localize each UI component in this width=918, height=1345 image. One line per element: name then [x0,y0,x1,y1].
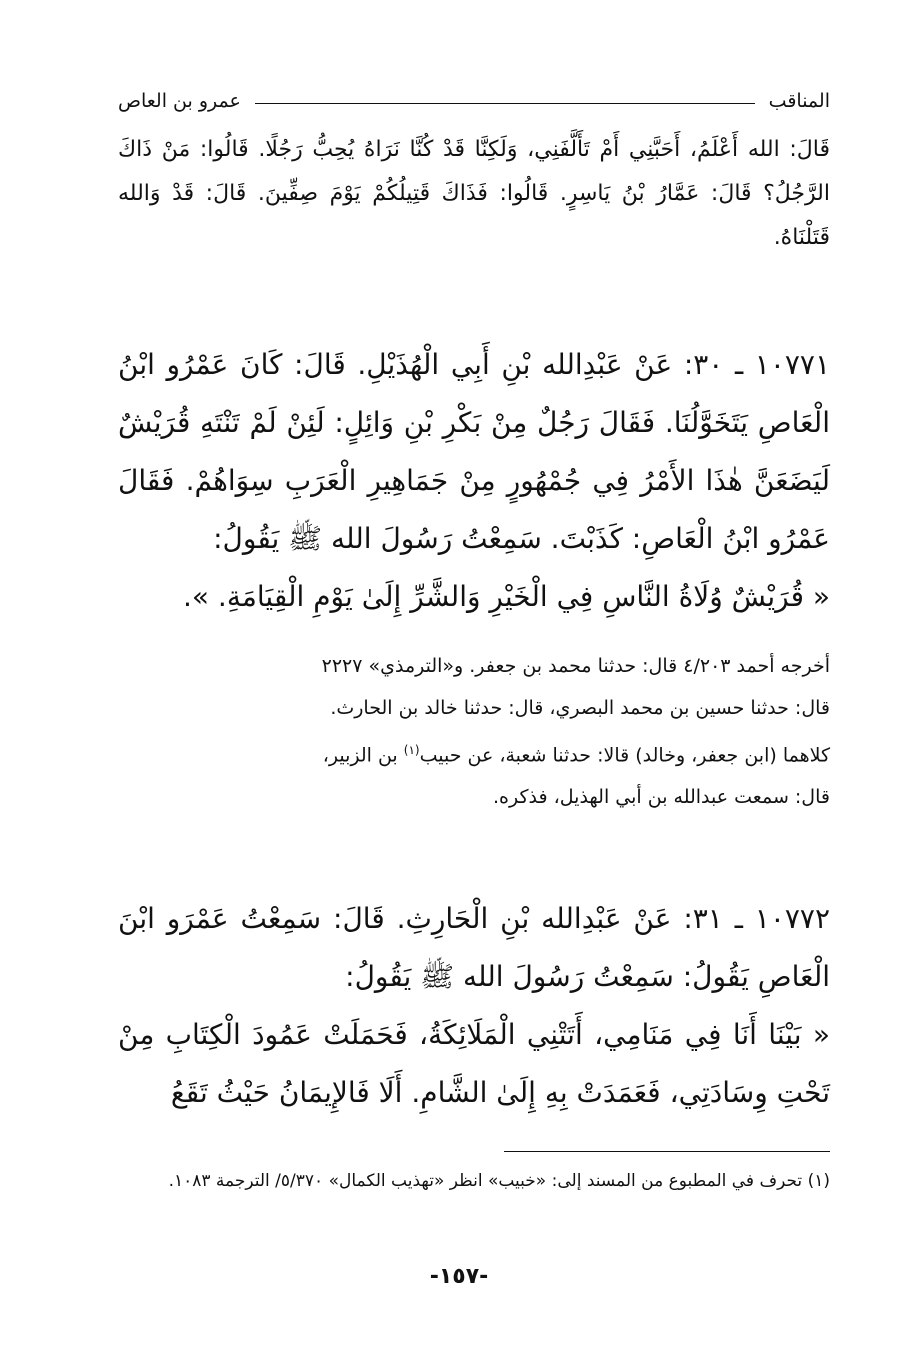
takhrij-line [118,729,830,776]
takhrij-text: كلاهما (ابن جعفر، وخالد) قالا: حدثنا شعبة، عن حبيب [419,744,830,767]
hadith-10771-text: ١٠٧٧١ ـ ٣٠: عَنْ عَبْدِالله بْنِ أَبِي الْهُذَيْلِ. قَالَ: كَانَ عَمْرُو ابْنُ الْعَاصِ يَتَخَوَّلُنَا. فَقَالَ رَجُلٌ مِنْ بَكْرِ بْنِ وَائِلٍ: لَئِنْ لَمْ تَنْتَهِ قُرَيْشٌ لَيَضَعَنَّ هٰذَا الأَمْرُ فِي جُمْهُورٍ مِنْ جَمَاهِيرِ الْعَرَبِ سِوَاهُمْ. فَقَالَ عَمْرُو ابْنُ الْعَاصِ: كَذَبْتَ. سَمِعْتُ رَسُولَ الله ﷺ يَقُولُ: [118,348,830,555]
hadith-10771-quote: « قُرَيْشٌ وُلَاةُ النَّاسِ فِي الْخَيْرِ وَالشَّرِّ إِلَىٰ يَوْمِ الْقِيَامَةِ. ». [183,580,830,613]
page-number: -١٥٧- [429,1264,489,1289]
hadith-10772-quote: « بَيْنَا أَنَا فِي مَنَامِي، أَتَتْنِي الْمَلَائِكَةُ، فَحَمَلَتْ عَمُودَ الْكِتَابِ مِنْ تَحْتِ وِسَادَتِي، فَعَمَدَتْ بِهِ إِلَىٰ الشَّامِ. أَلَا فَالإِيمَانُ حَيْثُ تَقَعُ [118,1018,830,1109]
header-section-title: المناقب [768,90,830,112]
footnote-rule [504,1151,830,1152]
running-header [118,86,830,116]
takhrij-line: أخرجه أحمد ٤/٢٠٣ قال: حدثنا محمد بن جعفر. و«الترمذي» ٢٢٢٧ [321,655,830,677]
header-chapter-title: عمرو بن العاص [118,90,241,112]
footnote-marker: (١) [403,743,420,757]
hadith-10772-text: ١٠٧٧٢ ـ ٣١: عَنْ عَبْدِالله بْنِ الْحَارِثِ. قَالَ: سَمِعْتُ عَمْرَو ابْنَ الْعَاصِ يَقُولُ: سَمِعْتُ رَسُولَ الله ﷺ يَقُولُ: [118,902,830,993]
takhrij-line: قال: حدثنا حسين بن محمد البصري، قال: حدثنا خالد بن الحارث. [330,697,830,719]
takhrij-line: قال: سمعت عبدالله بن أبي الهذيل، فذكره. [493,786,830,809]
header-rule [255,103,755,104]
footnote: (١) تحرف في المطبوع من المسند إلى: «خبيب» انظر «تهذيب الكمال» ٥/٣٧٠/ الترجمة ١٠٨٣. [168,1171,830,1191]
continuation-paragraph: قَالَ: الله أَعْلَمُ، أَحَبَّنِي أَمْ تَأَلَّفَنِي، وَلَكِنَّا قَدْ كُنَّا نَرَاهُ يُحِبُّ رَجُلًا. قَالُوا: مَنْ ذَاكَ الرَّجُلُ؟ قَالَ: عَمَّارُ بْنُ يَاسِرٍ. قَالُوا: فَذَاكَ قَتِيلُكُمْ يَوْمَ صِفِّينَ. قَالَ: قَدْ وَالله قَتَلْنَاهُ. [118,137,830,250]
hadith-10772 [118,890,830,1122]
hadith-10771-takhrij [118,645,830,818]
hadith-10771 [118,336,830,626]
takhrij-text: بن الزبير، [322,744,404,767]
